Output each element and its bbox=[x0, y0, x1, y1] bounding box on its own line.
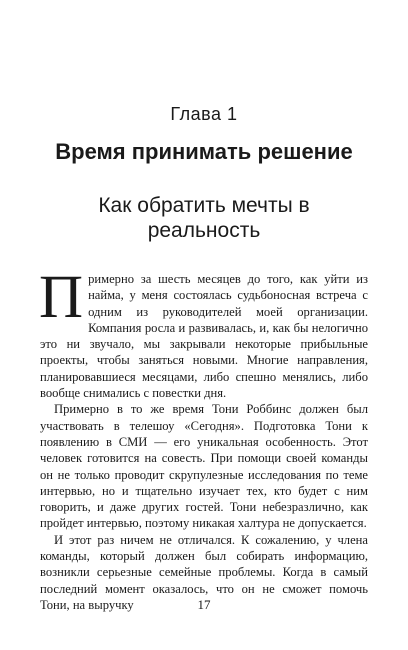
paragraph-2: Примерно в то же время Тони Роббинс должен был участвовать в телешоу «Сегодня». Подготовка Тони к появлению в СМИ — его уникальная особенность. Этот человек готовится на совесть. При помощи своей команды он не только проводит скрупулезные исследования по теме интервью, но и тщательно изучает тех, кто будет с ним говорить, и даже других гостей. Тони небезразлично, как пройдет интервью, поэтому никакая халтура не допускается. bbox=[40, 402, 368, 531]
chapter-title: Время принимать решение bbox=[55, 139, 353, 164]
page-number: 17 bbox=[197, 597, 211, 612]
paragraph-1-text: римерно за шесть месяцев до того, как уйти из найма, у меня состоялась судьбоносная встреча с одним из руководителей моей организации. Компания росла и развивалась, и, как бы нелогично это ни звучало, мы закрывали некоторые прибыльные проекты, чтобы заняться новыми. Многие направления, планировавшиеся месяцами, либо спешно менялись, либо вообще снимались с повестки дня. bbox=[40, 272, 368, 401]
drop-cap: П bbox=[39, 264, 84, 331]
paragraph-1 bbox=[39, 264, 368, 401]
chapter-subtitle: Как обратить мечты в реальность bbox=[98, 194, 310, 242]
chapter-label: Глава 1 bbox=[170, 104, 238, 124]
paragraph-3: И этот раз ничем не отличался. К сожалению, у члена команды, который должен был собирать информацию, возникли серьезные семейные проблемы. Когда в самый последний момент оказалось, что он не сможет помочь Тони, на выручку bbox=[40, 532, 368, 612]
body-text bbox=[39, 264, 368, 613]
